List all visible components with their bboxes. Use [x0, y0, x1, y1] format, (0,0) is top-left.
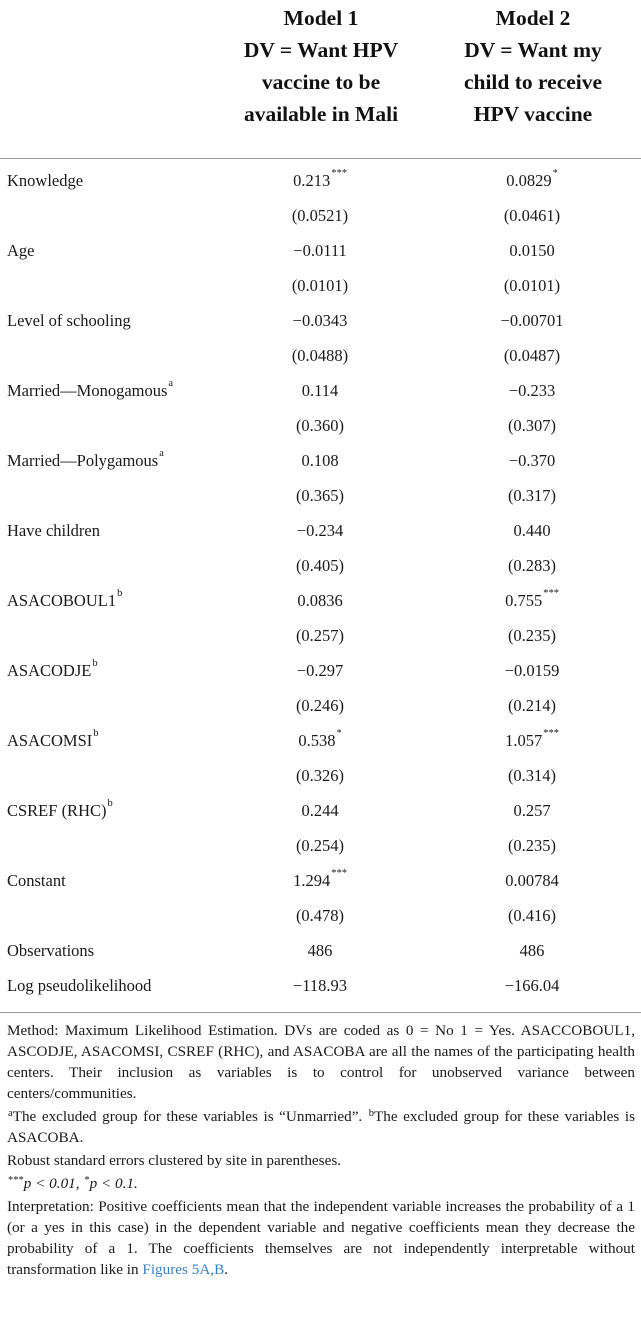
model-2-value: [432, 311, 632, 331]
row-label: [7, 798, 113, 821]
table-bottom-divider: [0, 1012, 641, 1013]
model-2-dv-line-1: DV = Want my: [464, 38, 602, 62]
model-2-value: [432, 241, 632, 261]
table-row: [0, 269, 641, 304]
model-2-value: [432, 276, 632, 296]
model-2-value: [432, 871, 632, 891]
row-label-text: Observations: [7, 941, 95, 960]
model-2-value-number: (0.0101): [503, 276, 561, 295]
model-1-value: [220, 801, 420, 821]
model-2-value: [432, 696, 632, 716]
model-2-value-number: 0.257: [513, 801, 551, 820]
model-1-value: [220, 836, 420, 856]
model-2-value-number: 1.057: [505, 731, 543, 750]
interpretation-text: Interpretation: Positive coefficients mean that the independent variable increases the probability of a 1 (or a yes in this case) in the dependent variable and negative coefficients mean they decrease the probability of a 1. The coefficients themselves are not independently interpretable without transformation like in: [7, 1198, 635, 1278]
model-1-value-number: (0.246): [295, 696, 345, 715]
row-label-text: ASACOMSI: [7, 731, 93, 750]
model-2-value-number: (0.0461): [503, 206, 561, 225]
sig-mark-1: ***: [8, 1175, 24, 1186]
model-2-value: [432, 416, 632, 436]
significance-stars: ***: [331, 868, 347, 879]
table-row: [0, 689, 641, 724]
row-label-footnote-mark: b: [92, 658, 98, 669]
model-2-value: [432, 626, 632, 646]
model-2-value-number: −0.233: [508, 381, 556, 400]
table-row: [0, 374, 641, 409]
figure-link[interactable]: Figures 5A,B: [142, 1261, 225, 1278]
row-label-text: Age: [7, 241, 35, 260]
model-1-value-number: −0.297: [296, 661, 344, 680]
model-1-value-number: −0.0343: [292, 311, 348, 330]
model-2-value: [432, 661, 632, 681]
model-2-value-number: 0.00784: [505, 871, 559, 890]
row-label: [7, 521, 100, 541]
model-1-value-number: (0.365): [295, 486, 345, 505]
model-2-value: [432, 381, 632, 401]
model-2-value: [432, 801, 632, 821]
row-label-text: ASACOBOUL1: [7, 591, 117, 610]
model-1-dv-line-3: available in Mali: [243, 102, 399, 126]
row-label-text: Log pseudolikelihood: [7, 976, 152, 995]
model-2-value-number: 0.755: [505, 591, 543, 610]
table-notes: [7, 1020, 635, 1282]
model-2-value-number: (0.235): [507, 836, 557, 855]
table-row: [0, 199, 641, 234]
model-1-value: [220, 276, 420, 296]
model-1-value-number: −0.234: [296, 521, 344, 540]
row-label: [7, 241, 35, 261]
note-significance: [7, 1173, 635, 1194]
model-1-value-number: 0.538: [298, 731, 336, 750]
table-row: [0, 514, 641, 549]
row-label: [7, 448, 164, 471]
significance-stars: ***: [331, 168, 347, 179]
table-row: [0, 444, 641, 479]
model-1-value: [220, 696, 420, 716]
row-label-text: ASACODJE: [7, 661, 92, 680]
model-2-value-number: (0.0487): [503, 346, 561, 365]
model-2-value-number: (0.235): [507, 626, 557, 645]
sig-mark-2: *: [84, 1175, 90, 1186]
model-1-value: [220, 416, 420, 436]
model-1-value-number: (0.326): [295, 766, 345, 785]
model-2-value: [432, 521, 632, 541]
model-1-value-number: 0.213: [293, 171, 331, 190]
table-row: [0, 164, 641, 199]
model-1-value-number: 1.294: [293, 871, 331, 890]
model-1-value-number: (0.478): [295, 906, 345, 925]
model-2-value: [432, 906, 632, 926]
row-label-footnote-mark: a: [159, 448, 164, 459]
table-header: [0, 0, 641, 156]
model-1-title: Model 1: [283, 6, 359, 30]
row-label: [7, 588, 123, 611]
footnote-b-mark: b: [368, 1108, 375, 1119]
footnote-a-text: The excluded group for these variables is “Unmarried”.: [12, 1108, 368, 1125]
model-1-value: [220, 976, 420, 996]
model-1-value-number: (0.0521): [291, 206, 349, 225]
model-1-value: [220, 556, 420, 576]
sig-text-1: p < 0.01,: [23, 1175, 84, 1192]
model-1-value: [220, 906, 420, 926]
sig-text-2: p < 0.1.: [89, 1175, 138, 1192]
footnote-a-mark: a: [8, 1108, 13, 1119]
table-row: [0, 969, 641, 1004]
row-label-text: Married—Polygamous: [7, 451, 159, 470]
table-row: [0, 339, 641, 374]
model-1-value-number: (0.0101): [291, 276, 349, 295]
model-2-value: [432, 728, 632, 751]
note-interpretation: [7, 1196, 635, 1280]
model-2-value-number: (0.307): [507, 416, 557, 435]
interpretation-end: .: [224, 1261, 229, 1278]
note-robust-errors: Robust standard errors clustered by site in parentheses.: [7, 1152, 342, 1169]
model-1-value-number: −0.0111: [293, 241, 347, 260]
model-2-value-number: −0.0159: [504, 661, 560, 680]
model-1-value: [220, 591, 420, 611]
model-1-value-number: 0.244: [301, 801, 339, 820]
model-1-value-number: 0.114: [301, 381, 339, 400]
model-2-header: [424, 2, 641, 130]
row-label: [7, 658, 98, 681]
model-2-value: [432, 588, 632, 611]
row-label: [7, 728, 99, 751]
model-1-value: [220, 486, 420, 506]
table-row: [0, 549, 641, 584]
model-1-value: [220, 941, 420, 961]
row-label: [7, 976, 151, 996]
table-row: [0, 619, 641, 654]
model-2-value-number: (0.416): [507, 906, 557, 925]
model-2-value: [432, 346, 632, 366]
model-2-value-number: −0.370: [508, 451, 556, 470]
model-1-value-number: (0.360): [295, 416, 345, 435]
model-2-value-number: −166.04: [504, 976, 560, 995]
model-2-value: [432, 451, 632, 471]
model-2-value-number: 486: [519, 941, 545, 960]
footnote-b-text: The excluded group for these variables is ASACOBA.: [7, 1108, 635, 1146]
table-row: [0, 304, 641, 339]
row-label: [7, 171, 83, 191]
significance-stars: *: [552, 168, 558, 179]
model-2-value: [432, 168, 632, 191]
row-label-text: Constant: [7, 871, 66, 890]
model-1-value: [220, 868, 420, 891]
model-2-value-number: −0.00701: [500, 311, 564, 330]
table-row: [0, 654, 641, 689]
model-1-value-number: (0.254): [295, 836, 345, 855]
model-1-value: [220, 241, 420, 261]
significance-stars: ***: [543, 588, 559, 599]
row-label-footnote-mark: b: [93, 728, 99, 739]
model-1-value: [220, 346, 420, 366]
row-label-text: Have children: [7, 521, 100, 540]
table-row: [0, 584, 641, 619]
model-1-value: [220, 661, 420, 681]
note-method: Method: Maximum Likelihood Estimation. DVs are coded as 0 = No 1 = Yes. ASACCOBOUL1, ASCODJE, ASACOMSI, CSREF (RHC), and ASACOBA are all the names of the participating health centers. Their inclusion as variables is to control for unobserved variance between centers/communities.: [7, 1022, 635, 1102]
row-label: [7, 378, 174, 401]
model-1-value-number: 0.0836: [297, 591, 343, 610]
model-1-value-number: 0.108: [301, 451, 339, 470]
model-2-value: [432, 976, 632, 996]
model-1-value-number: (0.0488): [291, 346, 349, 365]
model-2-value: [432, 941, 632, 961]
model-1-value-number: (0.405): [295, 556, 345, 575]
model-1-dv-line-2: vaccine to be: [261, 70, 381, 94]
model-1-value: [220, 451, 420, 471]
model-1-value: [220, 626, 420, 646]
model-2-value: [432, 766, 632, 786]
row-label-footnote-mark: b: [107, 798, 113, 809]
row-label-footnote-mark: b: [117, 588, 123, 599]
table-body: [0, 164, 641, 1004]
note-footnotes: [7, 1106, 635, 1148]
model-1-dv-line-1: DV = Want HPV: [243, 38, 399, 62]
table-row: [0, 829, 641, 864]
model-1-value: [220, 206, 420, 226]
model-1-value: [220, 766, 420, 786]
table-row: [0, 409, 641, 444]
table-row: [0, 234, 641, 269]
model-2-value-number: (0.283): [507, 556, 557, 575]
table-row: [0, 759, 641, 794]
row-label: [7, 941, 94, 961]
row-label-text: CSREF (RHC): [7, 801, 107, 820]
model-2-value-number: (0.314): [507, 766, 557, 785]
model-2-value: [432, 556, 632, 576]
header-divider: [0, 158, 641, 159]
model-2-value-number: 0.0150: [509, 241, 555, 260]
table-row: [0, 794, 641, 829]
model-1-value: [220, 521, 420, 541]
table-row: [0, 864, 641, 899]
significance-stars: *: [336, 728, 342, 739]
model-2-value-number: 0.440: [513, 521, 551, 540]
model-2-value: [432, 206, 632, 226]
row-label-text: Married—Monogamous: [7, 381, 168, 400]
table-row: [0, 934, 641, 969]
model-2-title: Model 2: [495, 6, 571, 30]
row-label: [7, 871, 66, 891]
model-2-value-number: (0.214): [507, 696, 557, 715]
model-1-value: [220, 168, 420, 191]
model-1-value-number: (0.257): [295, 626, 345, 645]
row-label-text: Level of schooling: [7, 311, 131, 330]
row-label-footnote-mark: a: [168, 378, 174, 389]
row-label: [7, 311, 131, 331]
model-2-dv-line-2: child to receive: [463, 70, 603, 94]
table-row: [0, 479, 641, 514]
table-row: [0, 724, 641, 759]
model-2-value: [432, 836, 632, 856]
model-2-value-number: (0.317): [507, 486, 557, 505]
significance-stars: ***: [543, 728, 559, 739]
model-2-dv-line-3: HPV vaccine: [473, 102, 593, 126]
model-1-value: [220, 381, 420, 401]
model-1-value: [220, 728, 420, 751]
model-1-value-number: −118.93: [292, 976, 348, 995]
model-1-value-number: 486: [307, 941, 333, 960]
model-2-value-number: 0.0829: [506, 171, 552, 190]
row-label-text: Knowledge: [7, 171, 84, 190]
model-2-value: [432, 486, 632, 506]
model-1-header: [212, 2, 430, 130]
model-1-value: [220, 311, 420, 331]
table-row: [0, 899, 641, 934]
